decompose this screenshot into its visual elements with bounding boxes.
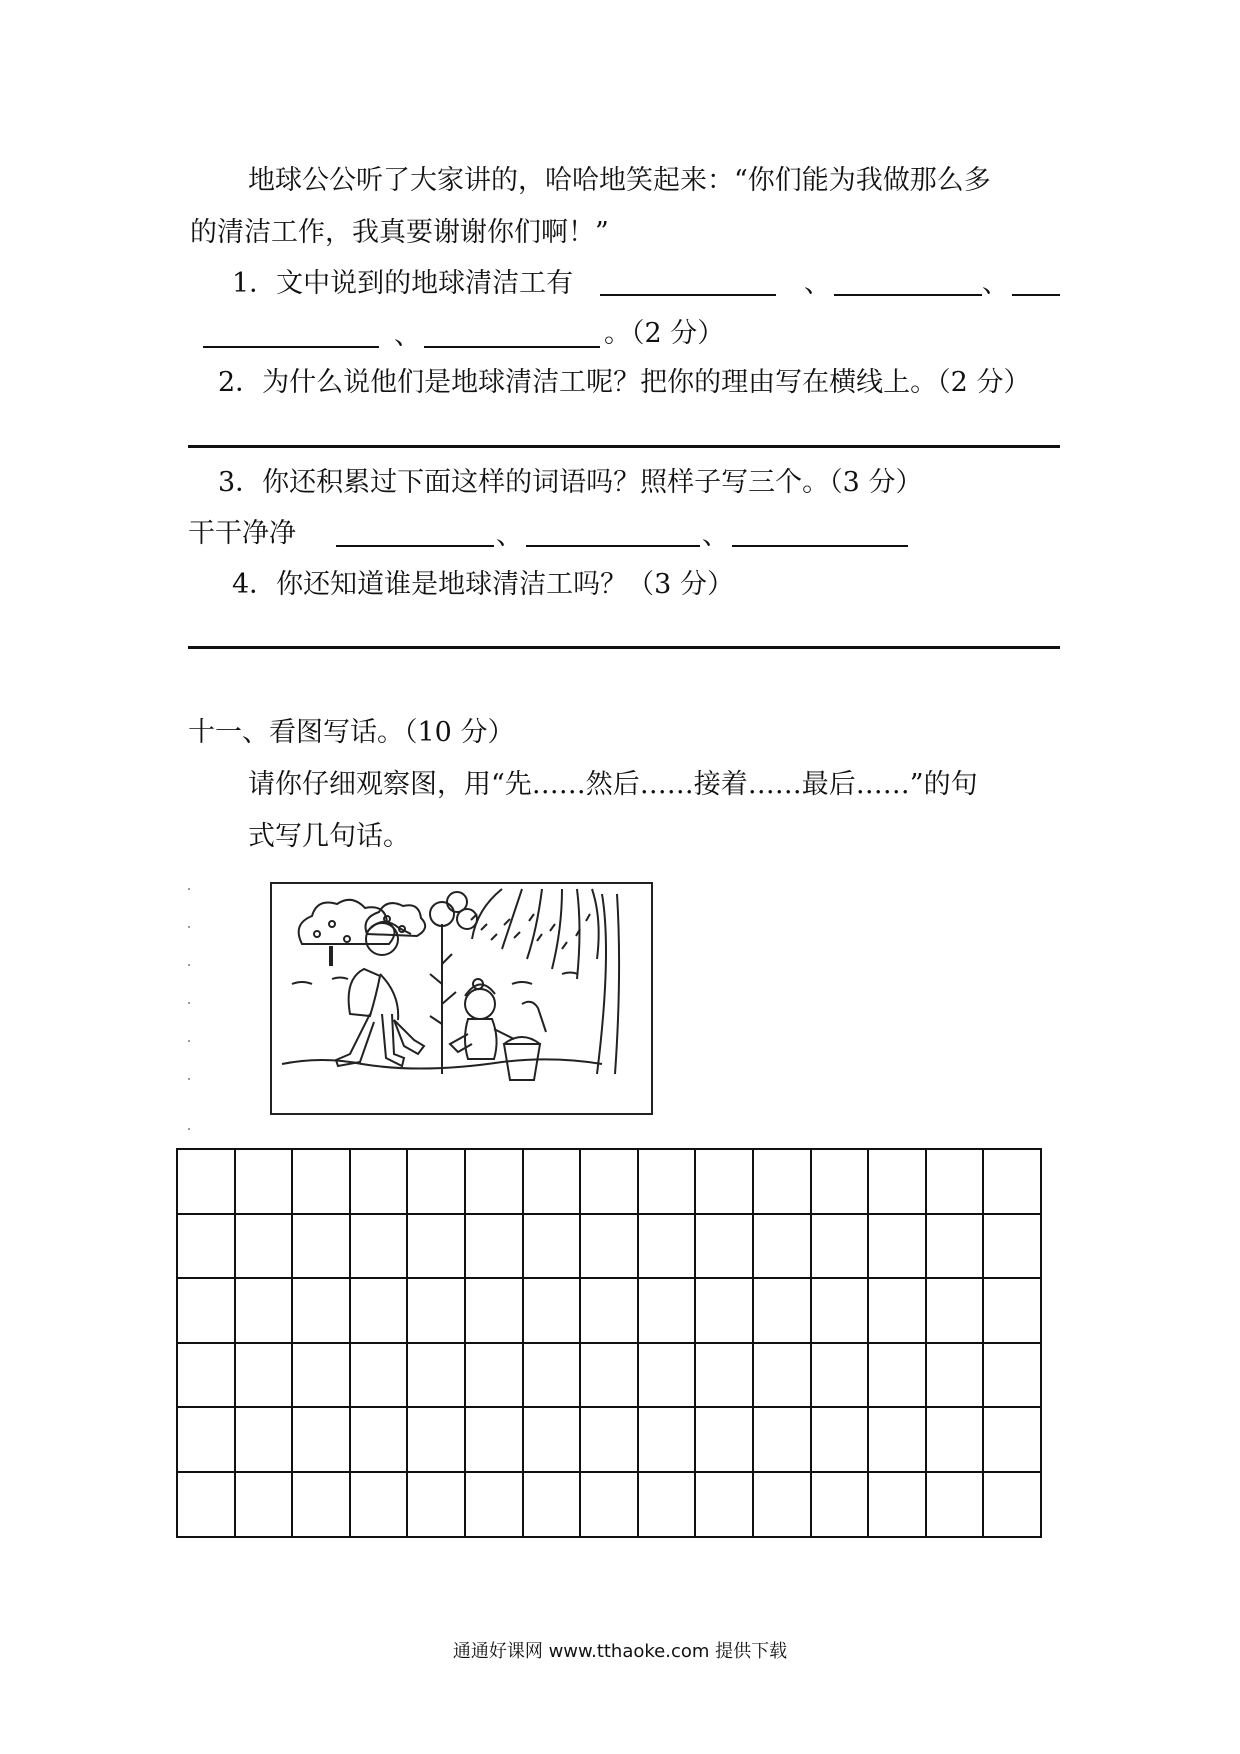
grid-cell[interactable] <box>753 1149 811 1214</box>
grid-cell[interactable] <box>983 1407 1041 1472</box>
separator: 、 <box>394 320 421 351</box>
grid-cell[interactable] <box>926 1343 984 1408</box>
word-blank-1[interactable] <box>336 545 494 547</box>
grid-cell[interactable] <box>465 1149 523 1214</box>
planting-tree-icon <box>272 884 651 1113</box>
grid-cell[interactable] <box>580 1214 638 1279</box>
margin-dot <box>188 926 190 928</box>
grid-row <box>177 1278 1041 1343</box>
grid-cell[interactable] <box>407 1214 465 1279</box>
grid-cell[interactable] <box>523 1472 581 1537</box>
grid-cell[interactable] <box>350 1343 408 1408</box>
grid-row <box>177 1407 1041 1472</box>
grid-cell[interactable] <box>695 1149 753 1214</box>
margin-dot <box>188 964 190 966</box>
separator: 、 <box>982 268 1009 299</box>
grid-cell[interactable] <box>983 1214 1041 1279</box>
grid-cell[interactable] <box>292 1214 350 1279</box>
grid-cell[interactable] <box>350 1407 408 1472</box>
grid-cell[interactable] <box>465 1472 523 1537</box>
section-11-instruction-1: 请你仔细观察图，用“先……然后……接着……最后……”的句 <box>248 769 978 800</box>
answer-blank-4[interactable] <box>424 346 600 348</box>
question-1-text: 1．文中说到的地球清洁工有 <box>232 268 574 299</box>
separator: 、 <box>702 520 729 551</box>
grid-cell[interactable] <box>811 1214 869 1279</box>
answer-line-q4[interactable] <box>188 646 1060 649</box>
separator: 、 <box>804 268 831 299</box>
grid-cell[interactable] <box>753 1278 811 1343</box>
grid-cell[interactable] <box>753 1214 811 1279</box>
section-11-instruction-2: 式写几句话。 <box>248 821 410 852</box>
grid-cell[interactable] <box>235 1278 293 1343</box>
passage-line-2: 的清洁工作，我真要谢谢你们啊！” <box>190 217 609 248</box>
grid-row <box>177 1472 1041 1537</box>
grid-cell[interactable] <box>811 1278 869 1343</box>
grid-cell[interactable] <box>235 1149 293 1214</box>
picture-illustration <box>270 882 653 1115</box>
grid-cell[interactable] <box>177 1472 235 1537</box>
grid-cell[interactable] <box>695 1214 753 1279</box>
grid-cell[interactable] <box>638 1278 696 1343</box>
margin-dot <box>188 1128 190 1130</box>
margin-dot <box>188 1078 190 1080</box>
grid-cell[interactable] <box>926 1214 984 1279</box>
question-1-score: 。（2 分） <box>604 318 725 349</box>
grid-cell[interactable] <box>868 1278 926 1343</box>
grid-cell[interactable] <box>177 1407 235 1472</box>
grid-cell[interactable] <box>523 1149 581 1214</box>
grid-cell[interactable] <box>753 1472 811 1537</box>
grid-cell[interactable] <box>868 1472 926 1537</box>
grid-cell[interactable] <box>983 1278 1041 1343</box>
grid-cell[interactable] <box>235 1472 293 1537</box>
grid-cell[interactable] <box>580 1278 638 1343</box>
grid-cell[interactable] <box>811 1343 869 1408</box>
grid-row <box>177 1149 1041 1214</box>
grid-cell[interactable] <box>926 1407 984 1472</box>
grid-cell[interactable] <box>292 1343 350 1408</box>
grid-cell[interactable] <box>177 1343 235 1408</box>
grid-cell[interactable] <box>465 1407 523 1472</box>
grid-cell[interactable] <box>753 1407 811 1472</box>
grid-cell[interactable] <box>177 1278 235 1343</box>
grid-cell[interactable] <box>523 1407 581 1472</box>
grid-cell[interactable] <box>350 1214 408 1279</box>
grid-cell[interactable] <box>695 1278 753 1343</box>
grid-cell[interactable] <box>695 1472 753 1537</box>
word-blank-2[interactable] <box>526 545 700 547</box>
grid-cell[interactable] <box>407 1343 465 1408</box>
writing-grid[interactable] <box>176 1148 1042 1538</box>
example-word: 干干净净 <box>188 518 296 549</box>
grid-cell[interactable] <box>983 1343 1041 1408</box>
grid-cell[interactable] <box>983 1149 1041 1214</box>
answer-blank-1[interactable] <box>600 294 776 296</box>
grid-cell[interactable] <box>868 1149 926 1214</box>
grid-cell[interactable] <box>407 1472 465 1537</box>
grid-cell[interactable] <box>350 1278 408 1343</box>
grid-cell[interactable] <box>407 1149 465 1214</box>
answer-blank-3[interactable] <box>1012 294 1060 296</box>
question-2-text: 2．为什么说他们是地球清洁工呢？把你的理由写在横线上。（2 分） <box>218 367 1031 398</box>
grid-cell[interactable] <box>235 1407 293 1472</box>
grid-cell[interactable] <box>292 1407 350 1472</box>
grid-cell[interactable] <box>753 1343 811 1408</box>
question-3-text: 3．你还积累过下面这样的词语吗？照样子写三个。（3 分） <box>218 467 923 498</box>
grid-cell[interactable] <box>292 1149 350 1214</box>
separator: 、 <box>496 520 523 551</box>
grid-row <box>177 1214 1041 1279</box>
grid-cell[interactable] <box>811 1407 869 1472</box>
grid-cell[interactable] <box>523 1278 581 1343</box>
answer-line-q2[interactable] <box>188 445 1060 448</box>
grid-cell[interactable] <box>177 1214 235 1279</box>
grid-cell[interactable] <box>580 1149 638 1214</box>
grid-cell[interactable] <box>868 1343 926 1408</box>
grid-cell[interactable] <box>292 1278 350 1343</box>
margin-dot <box>188 1002 190 1004</box>
grid-cell[interactable] <box>638 1407 696 1472</box>
grid-cell[interactable] <box>350 1149 408 1214</box>
grid-cell[interactable] <box>926 1472 984 1537</box>
margin-dot <box>188 1040 190 1042</box>
grid-cell[interactable] <box>407 1407 465 1472</box>
grid-cell[interactable] <box>235 1214 293 1279</box>
grid-cell[interactable] <box>465 1214 523 1279</box>
grid-cell[interactable] <box>811 1472 869 1537</box>
grid-cell[interactable] <box>235 1343 293 1408</box>
grid-cell[interactable] <box>638 1149 696 1214</box>
grid-cell[interactable] <box>695 1407 753 1472</box>
grid-cell[interactable] <box>523 1343 581 1408</box>
grid-cell[interactable] <box>177 1149 235 1214</box>
grid-cell[interactable] <box>580 1407 638 1472</box>
grid-cell[interactable] <box>465 1278 523 1343</box>
grid-cell[interactable] <box>292 1472 350 1537</box>
grid-cell[interactable] <box>638 1343 696 1408</box>
grid-row <box>177 1343 1041 1408</box>
grid-cell[interactable] <box>868 1407 926 1472</box>
grid-cell[interactable] <box>926 1278 984 1343</box>
grid-cell[interactable] <box>580 1343 638 1408</box>
grid-cell[interactable] <box>811 1149 869 1214</box>
grid-cell[interactable] <box>465 1343 523 1408</box>
grid-cell[interactable] <box>926 1149 984 1214</box>
grid-cell[interactable] <box>580 1472 638 1537</box>
footer-text: 通通好课网 www.tthaoke.com 提供下载 <box>452 1641 788 1662</box>
grid-cell[interactable] <box>638 1214 696 1279</box>
grid-cell[interactable] <box>350 1472 408 1537</box>
passage-line-1: 地球公公听了大家讲的，哈哈地笑起来：“你们能为我做那么多 <box>248 165 991 196</box>
grid-cell[interactable] <box>638 1472 696 1537</box>
grid-cell[interactable] <box>523 1214 581 1279</box>
grid-cell[interactable] <box>695 1343 753 1408</box>
margin-dot <box>188 888 190 890</box>
section-11-title: 十一、看图写话。（10 分） <box>188 717 515 748</box>
word-blank-3[interactable] <box>732 545 908 547</box>
grid-cell[interactable] <box>983 1472 1041 1537</box>
answer-blank-2[interactable] <box>834 294 982 296</box>
question-4-text: 4．你还知道谁是地球清洁工吗？（3 分） <box>232 569 734 600</box>
grid-cell[interactable] <box>868 1214 926 1279</box>
grid-cell[interactable] <box>407 1278 465 1343</box>
answer-blank-3-cont[interactable] <box>203 346 379 348</box>
